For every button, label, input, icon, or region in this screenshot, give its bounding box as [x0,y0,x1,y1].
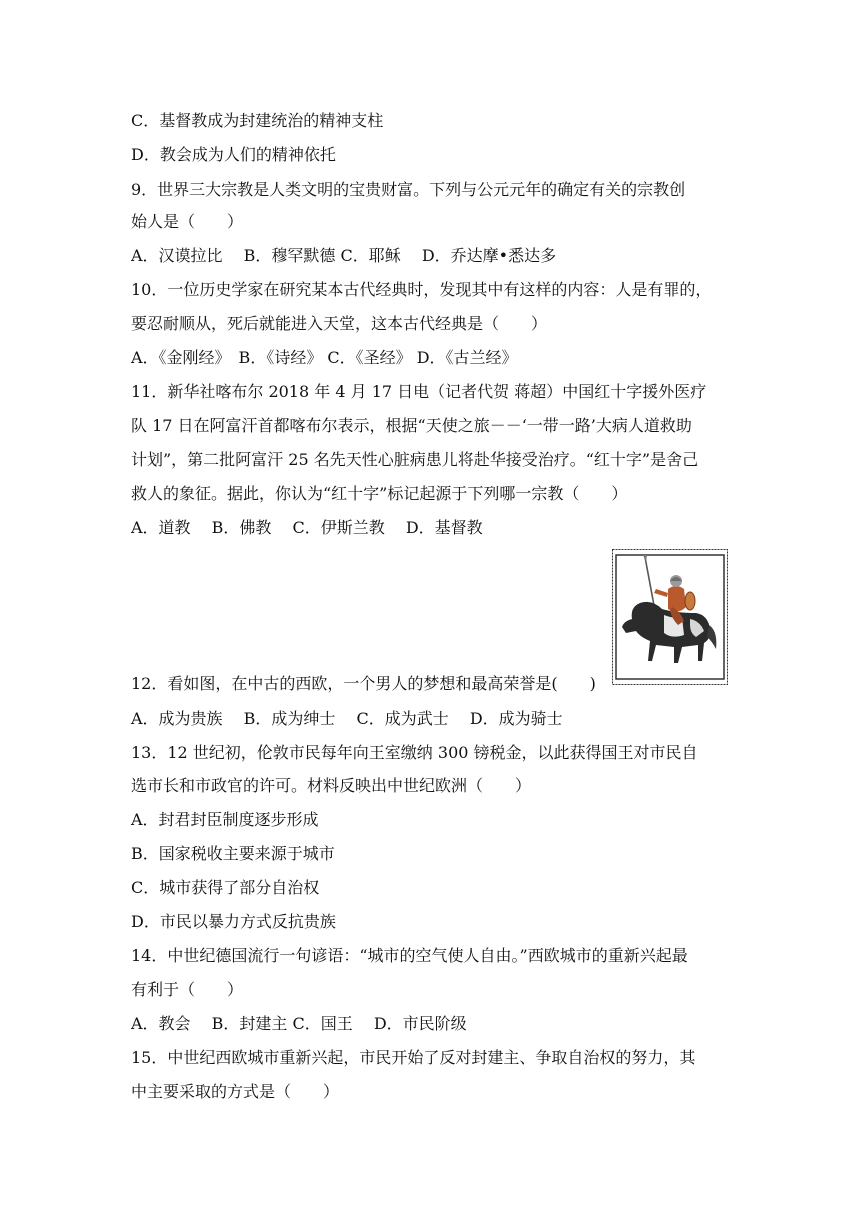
question-stem-line: 计划”，第二批阿富汗 25 名先天性心脏病患儿将赴华接受治疗。“红十字”是舍己 [131,450,699,469]
question-stem-line: 10．一位历史学家在研究某本古代经典时，发现其中有这样的内容：人是有罪的， [131,280,712,299]
rider-shield [685,592,695,610]
mounted-knight-icon [612,549,728,685]
question-stem-line: 始人是（ ） [131,212,244,231]
question-stem-line: 15．中世纪西欧城市重新兴起，市民开始了反对封建主、争取自治权的努力，其 [131,1048,696,1067]
question-stem-line: 队 17 日在阿富汗首都喀布尔表示，根据“天使之旅－－‘一带一路’大病人道救助 [131,416,692,435]
option-line: C．基督教成为封建统治的精神支柱 [131,111,384,130]
option-line: D．市民以暴力方式反抗贵族 [131,912,336,931]
question-stem-line: 救人的象征。据此，你认为“红十字”标记起源于下列哪一宗教（ ） [131,484,628,503]
option-line: A．封君封臣制度逐步形成 [131,810,319,829]
option-line: C．城市获得了部分自治权 [131,878,320,897]
question-stem-line: 11．新华社喀布尔 2018 年 4 月 17 日电（记者代贺 蒋超）中国红十字援外医疗 [131,382,707,401]
question-stem-line: 13．12 世纪初，伦敦市民每年向王室缴纳 300 镑税金，以此获得国王对市民自 [131,743,698,762]
option-line: A．教会 B．封建主 C．国王 D．市民阶级 [131,1014,467,1033]
question-stem-line: 12．看如图，在中古的西欧，一个男人的梦想和最高荣誉是( ) [131,674,596,693]
option-line: B．国家税收主要来源于城市 [131,844,335,863]
option-line: A．道教 B．佛教 C．伊斯兰教 D．基督教 [131,518,483,537]
question-stem-line: 有利于（ ） [131,980,244,999]
option-line: A．成为贵族 B．成为绅士 C．成为武士 D．成为骑士 [131,709,563,728]
question-stem-line: 选市长和市政官的许可。材料反映出中世纪欧洲（ ） [131,776,532,795]
option-line: D．教会成为人们的精神依托 [131,145,336,164]
rider-torso [668,586,686,612]
knight-figure-svg [612,549,728,685]
question-stem-line: 要忍耐顺从，死后就能进入天堂，这本古代经典是（ ） [131,314,548,333]
question-stem-line: 9．世界三大宗教是人类文明的宝贵财富。下列与公元元年的确定有关的宗教创 [131,180,686,199]
option-line: A．《金刚经》 B．《诗经》 C．《圣经》 D．《古兰经》 [131,348,518,367]
question-stem-line: 14．中世纪德国流行一句谚语：“城市的空气使人自由。”西欧城市的重新兴起最 [131,946,688,965]
question-stem-line: 中主要采取的方式是（ ） [131,1082,340,1101]
option-line: A．汉谟拉比 B．穆罕默德 C．耶稣 D．乔达摩•悉达多 [131,246,557,265]
